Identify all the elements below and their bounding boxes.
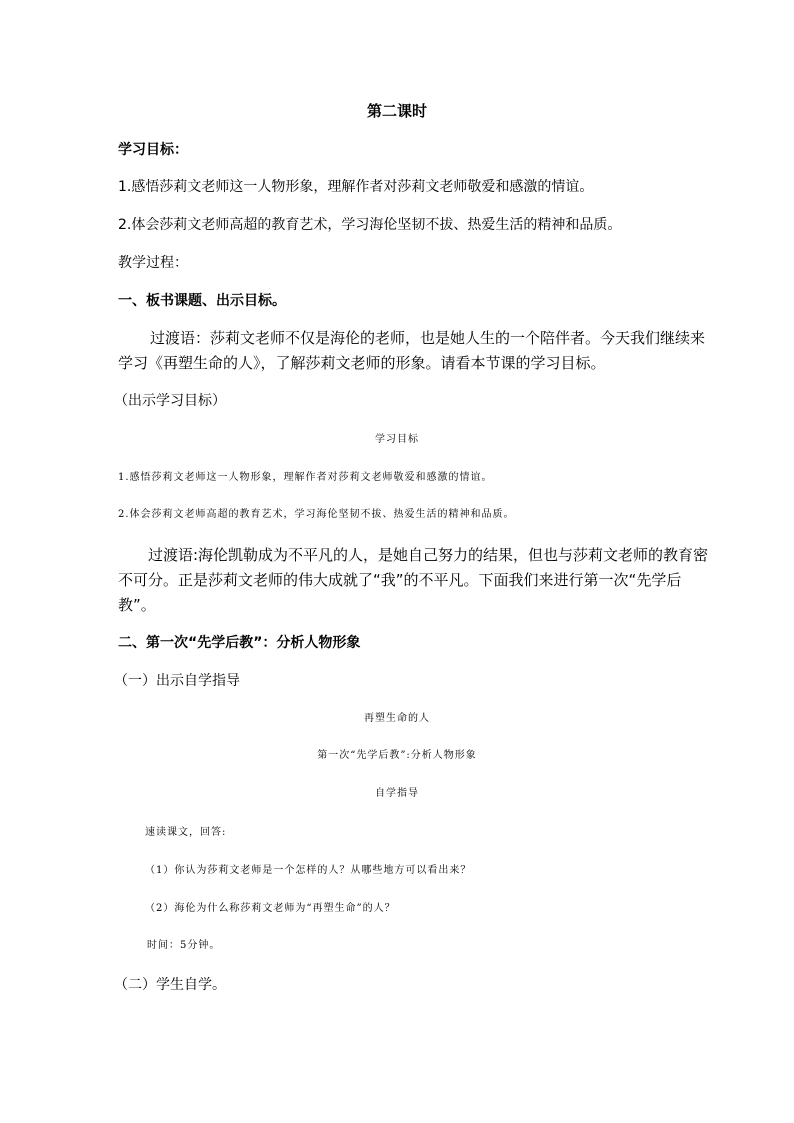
slide-2-lesson-title: 再塑生命的人 [364, 713, 430, 724]
process-heading: 教学过程： [118, 255, 188, 271]
slide-1-goal-2: 2.体会莎莉文老师高超的教育艺术，学习海伦坚韧不拔、热爱生活的精神和品质。 [118, 509, 515, 520]
slide-2-question-1: （1）你认为莎莉文老师是一个怎样的人？从哪些地方可以看出来？ [145, 865, 472, 876]
page-title: 第二课时 [366, 102, 427, 120]
transition-2-line-3: 教”。 [118, 596, 156, 614]
sub-1-heading: （一）出示自学指导 [114, 673, 240, 689]
slide-1-goal-1: 1.感悟莎莉文老师这一人物形象，理解作者对莎莉文老师敬爱和感激的情谊。 [118, 472, 493, 483]
goal-item-1: 1.感悟莎莉文老师这一人物形象，理解作者对莎莉文老师敬爱和感激的情谊。 [118, 179, 594, 195]
section-1-heading: 一、板书课题、出示目标。 [118, 293, 286, 309]
transition-1-line-1: 过渡语：莎莉文老师不仅是海伦的老师，也是她人生的一个陪伴者。今天我们继续来 [150, 329, 706, 347]
slide-1-heading: 学习目标 [375, 434, 419, 445]
goal-item-2: 2.体会莎莉文老师高超的教育艺术，学习海伦坚韧不拔、热爱生活的精神和品质。 [118, 217, 622, 233]
goals-heading: 学习目标： [118, 142, 188, 158]
slide-2-instruction: 速读课文，回答: [145, 827, 227, 838]
slide-2-time: 时间：5分钟。 [147, 940, 221, 951]
slide-2-question-2: （2）海伦为什么称莎莉文老师为“再塑生命”的人？ [145, 903, 396, 914]
show-goals-note: （出示学习目标） [114, 393, 226, 409]
slide-2-subtitle: 第一次“先学后教”:分析人物形象 [317, 750, 477, 761]
transition-1-line-2: 学习《再塑生命的人》，了解莎莉文老师的形象。请看本节课的学习目标。 [118, 354, 606, 372]
section-2-heading: 二、第一次“先学后教”：分析人物形象 [118, 635, 361, 651]
sub-2-heading: （二）学生自学。 [114, 977, 226, 993]
slide-2-guide-heading: 自学指导 [375, 788, 419, 799]
transition-2-line-1: 过渡语:海伦凯勒成为不平凡的人，是她自己努力的结果，但也与莎莉文老师的教育密 [148, 546, 709, 564]
transition-2-line-2: 不可分。正是莎莉文老师的伟大成就了“我”的不平凡。下面我们来进行第一次“先学后 [118, 571, 682, 589]
